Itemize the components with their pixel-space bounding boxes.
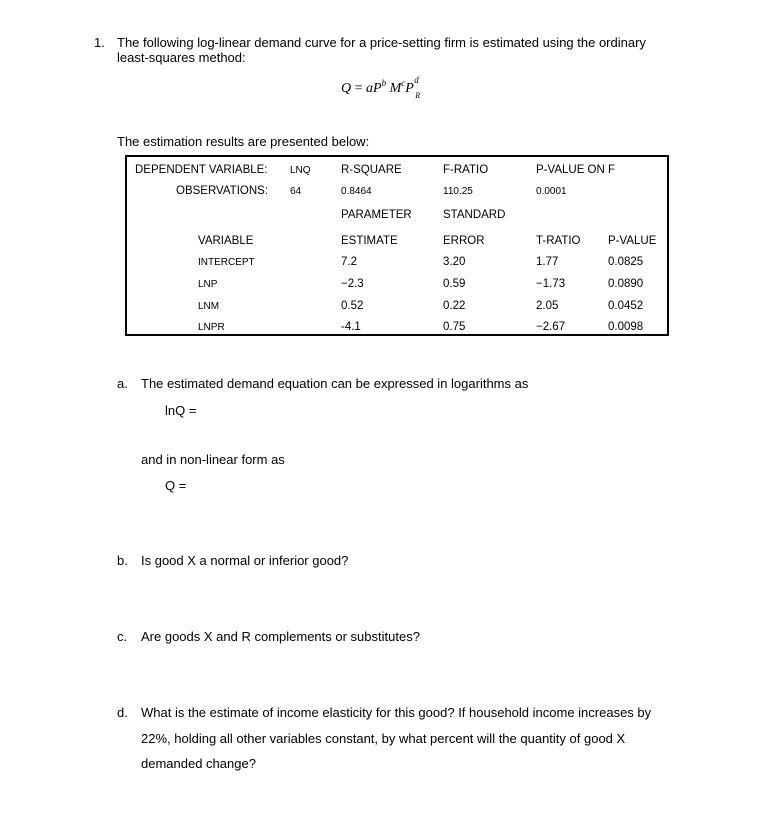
row-lnm-tratio: 2.05 — [536, 300, 559, 312]
formula-sub-R: R — [415, 91, 421, 100]
demand-formula — [341, 75, 421, 100]
col-error: ERROR — [443, 235, 485, 247]
part-a-q-equation: Q = — [165, 478, 187, 493]
question-text-line2: least-squares method: — [117, 50, 246, 65]
row-lnpr-estimate: -4.1 — [341, 321, 361, 333]
formula-aP: aP — [366, 81, 382, 96]
regression-results-table — [125, 155, 669, 336]
formula-exp-b: b — [381, 78, 387, 88]
row-lnpr-pvalue: 0.0098 — [608, 321, 644, 333]
row-lnm-pvalue: 0.0452 — [608, 300, 644, 312]
fratio-label: F-RATIO — [443, 164, 489, 176]
row-lnp-variable: LNP — [198, 279, 218, 290]
part-d-text-line1: What is the estimate of income elasticity for this good? If household income increases by — [141, 705, 652, 720]
row-lnp-pvalue: 0.0890 — [608, 278, 644, 290]
row-intercept-pvalue: 0.0825 — [608, 256, 644, 268]
row-intercept-variable: INTERCEPT — [198, 257, 255, 268]
parameter-header: PARAMETER — [341, 209, 412, 221]
formula-exp-c: c — [401, 78, 406, 88]
question-number: 1. — [94, 35, 105, 50]
formula-eq: = — [351, 81, 367, 96]
row-lnpr-tratio: −2.67 — [536, 321, 566, 333]
col-variable: VARIABLE — [198, 235, 254, 247]
formula-exp-d: d — [414, 75, 419, 85]
row-lnpr-variable: LNPR — [198, 322, 225, 333]
row-lnp-error: 0.59 — [443, 278, 466, 290]
part-d-text-line2: 22%, holding all other variables constant, by what percent will the quantity of good X — [141, 731, 626, 746]
formula-P: P — [405, 81, 414, 96]
part-d-letter: d. — [117, 705, 128, 720]
part-a-nonlinear-text: and in non-linear form as — [141, 452, 285, 467]
part-b-letter: b. — [117, 553, 128, 568]
dep-var-label: DEPENDENT VARIABLE: — [135, 164, 268, 176]
part-a-letter: a. — [117, 376, 128, 391]
col-pvalue: P-VALUE — [608, 235, 657, 247]
pvalue-on-f-label: P-VALUE ON F — [536, 164, 616, 176]
part-d-text-line3: demanded change? — [141, 756, 256, 771]
standard-header: STANDARD — [443, 209, 506, 221]
row-lnm-error: 0.22 — [443, 300, 466, 312]
formula-lhs: Q — [341, 81, 352, 96]
rsq-label: R-SQUARE — [341, 164, 402, 176]
row-intercept-estimate: 7.2 — [341, 256, 357, 268]
row-lnm-variable: LNM — [198, 301, 220, 312]
part-c-text: Are goods X and R complements or substitutes? — [141, 629, 420, 644]
fratio-value: 110.25 — [443, 186, 473, 197]
observations-value: 64 — [290, 186, 302, 197]
part-a-text: The estimated demand equation can be expressed in logarithms as — [141, 376, 529, 391]
row-intercept-error: 3.20 — [443, 256, 466, 268]
part-c-letter: c. — [117, 629, 128, 644]
col-estimate: ESTIMATE — [341, 235, 398, 247]
col-tratio: T-RATIO — [536, 235, 581, 247]
row-intercept-tratio: 1.77 — [536, 256, 559, 268]
row-lnm-estimate: 0.52 — [341, 300, 364, 312]
part-a-log-equation: lnQ = — [165, 403, 197, 418]
pvalue-on-f-value: 0.0001 — [536, 186, 567, 197]
rsq-value: 0.8464 — [341, 186, 372, 197]
row-lnp-tratio: −1.73 — [536, 278, 566, 290]
formula-M: M — [389, 81, 402, 96]
results-intro: The estimation results are presented below: — [117, 134, 370, 149]
row-lnpr-error: 0.75 — [443, 321, 466, 333]
dep-var-value: LNQ — [290, 165, 311, 176]
question-text-line1: The following log-linear demand curve for a price-setting firm is estimated using the ordinary — [117, 35, 646, 50]
row-lnp-estimate: −2.3 — [341, 278, 364, 290]
observations-label: OBSERVATIONS: — [176, 185, 269, 197]
part-b-text: Is good X a normal or inferior good? — [141, 553, 349, 568]
